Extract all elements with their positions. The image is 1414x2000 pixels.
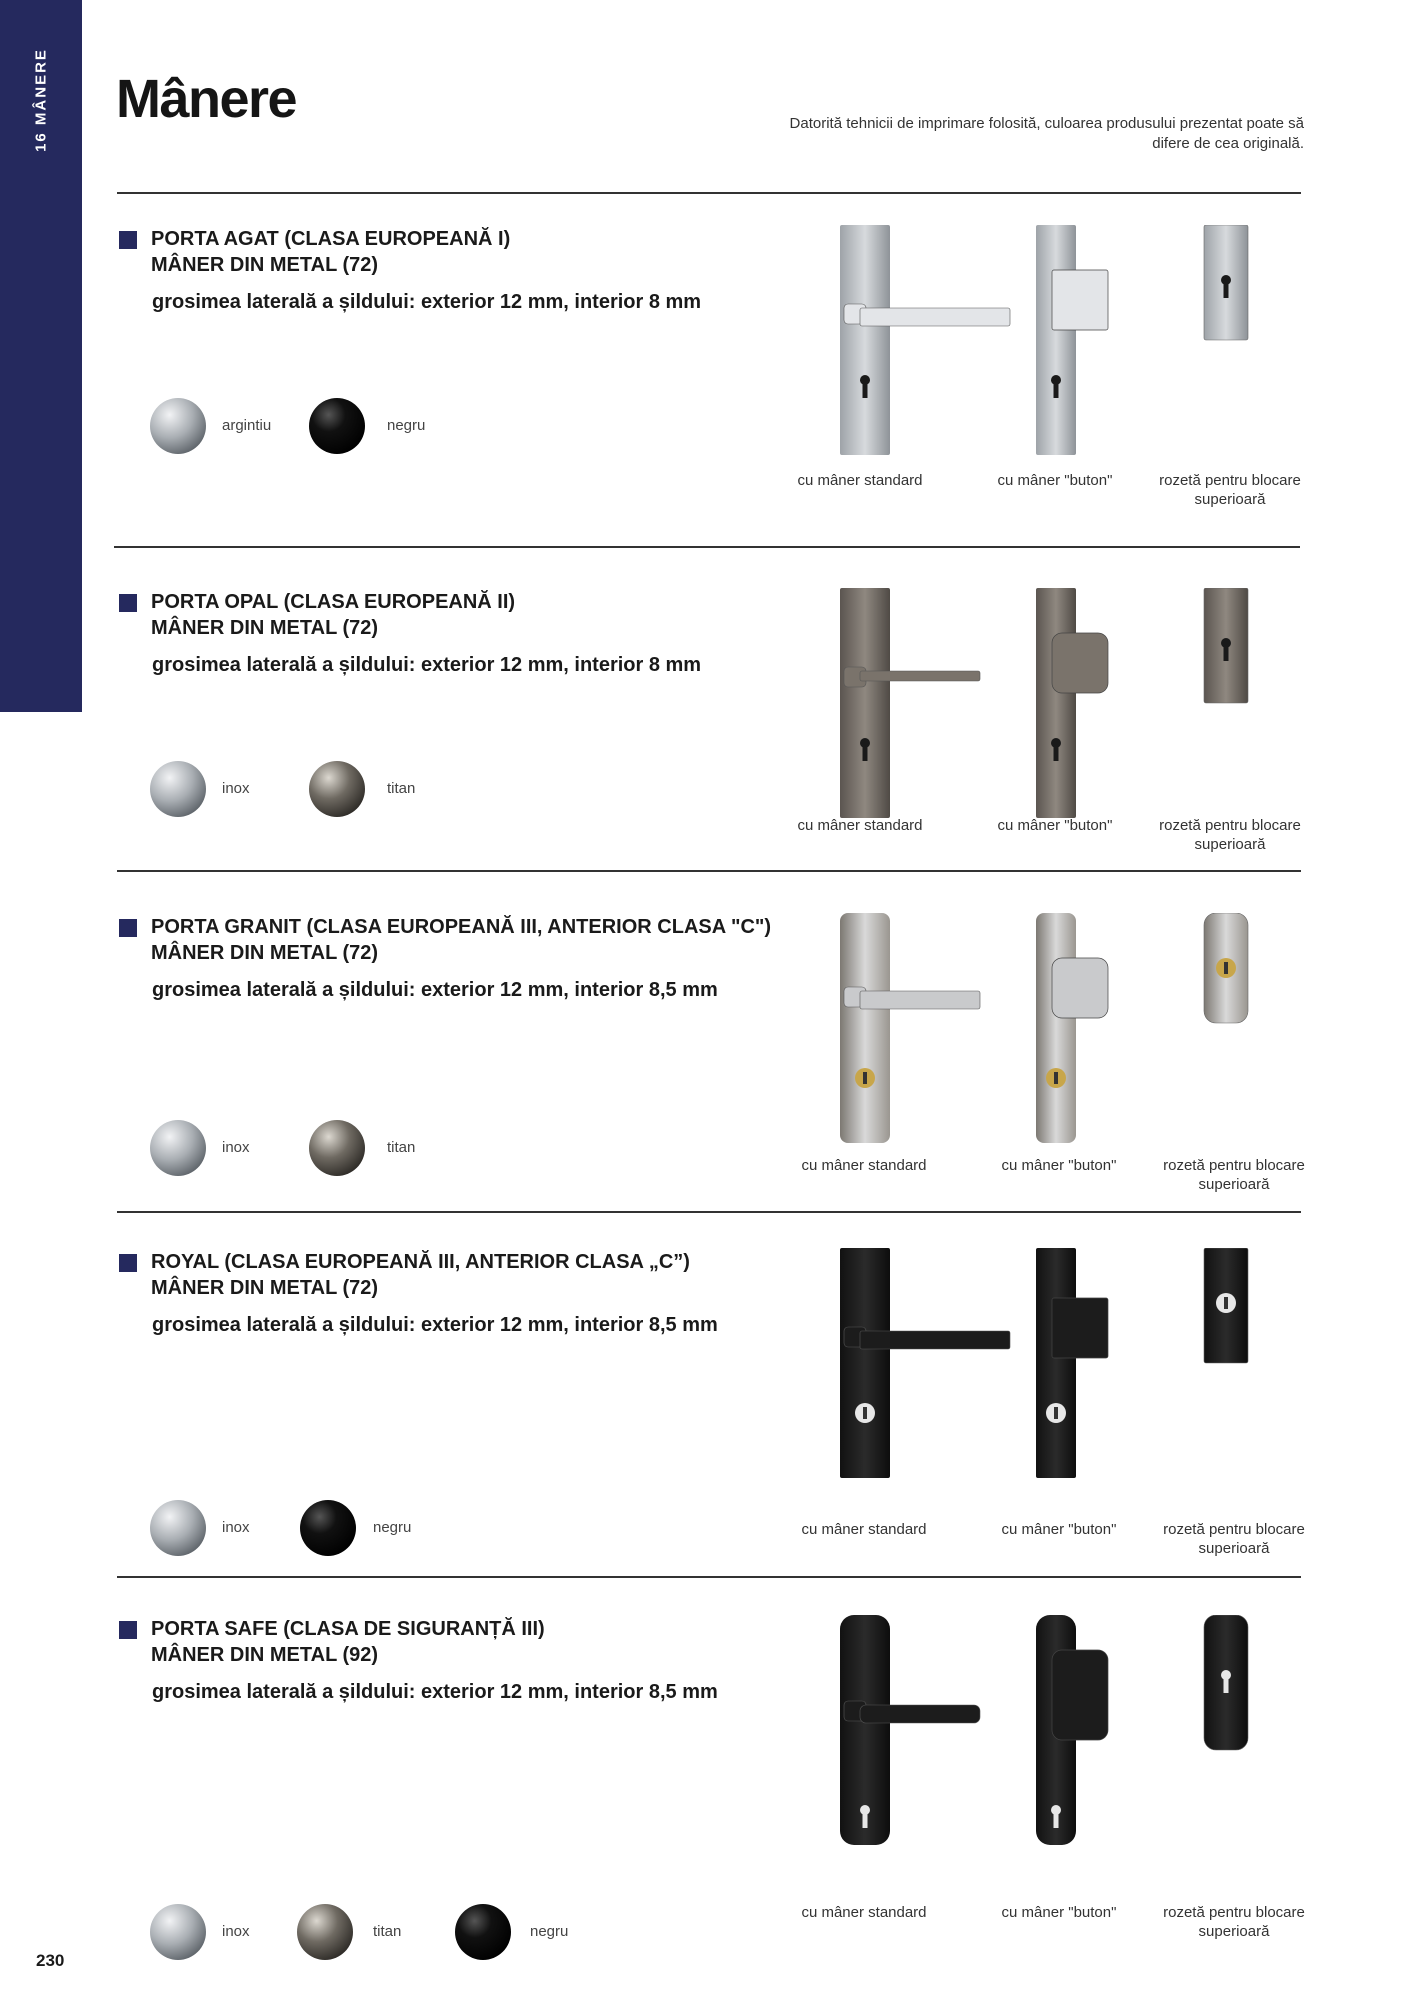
finish-label: negru [373,1519,412,1536]
shield-thickness: grosimea laterală a șildului: exterior 12 mm, interior 8 mm [152,654,702,676]
handle-image-buton [1030,225,1130,465]
caption-standard: cu mâner standard [797,817,923,834]
section-bullet [119,594,137,612]
section-divider [117,192,1301,194]
caption-rozeta: rozetă pentru blocare superioară [1163,1521,1305,1557]
caption-buton: cu mâner "buton" [1001,1521,1117,1538]
section-bullet [119,231,137,249]
section-divider [117,1576,1301,1578]
section-divider [114,546,1300,548]
finish-label: inox [222,1923,250,1940]
handle-image-buton [1030,913,1130,1153]
finish-label: titan [387,1139,416,1156]
caption-buton: cu mâner "buton" [1001,1157,1117,1174]
page-title: Mânere [116,69,297,129]
product-name: PORTA SAFE (CLASA DE SIGURANȚĂ III) [151,1618,545,1640]
caption-rozeta: rozetă pentru blocare superioară [1163,1904,1305,1940]
handle-image-standard [830,225,1030,465]
caption-standard: cu mâner standard [801,1904,927,1921]
caption-standard: cu mâner standard [797,472,923,489]
handle-image-rozeta [1200,588,1256,733]
finish-swatch-inox [150,761,206,817]
product-material: MÂNER DIN METAL (72) [151,942,379,964]
caption-standard: cu mâner standard [801,1157,927,1174]
shield-thickness: grosimea laterală a șildului: exterior 12 mm, interior 8 mm [152,291,702,313]
finish-swatch-negru [455,1904,511,1960]
product-name: PORTA OPAL (CLASA EUROPEANĂ II) [151,591,516,613]
product-title [151,914,771,966]
finish-swatch-negru [300,1500,356,1556]
finish-swatch-titan [297,1904,353,1960]
section-divider [117,1211,1301,1213]
handle-image-buton [1030,1615,1130,1855]
finish-swatch-titan [309,1120,365,1176]
finish-label: titan [387,780,416,797]
product-title [151,1616,545,1668]
finish-label: argintiu [222,417,272,434]
disclaimer: Datorită tehnicii de imprimare folosită, culoarea produsului prezentat poate să difere de cea originală. [789,115,1304,152]
product-material: MÂNER DIN METAL (72) [151,617,379,639]
handle-image-standard [830,588,1030,828]
product-title [151,226,510,278]
handle-image-standard [830,1248,1030,1488]
shield-thickness: grosimea laterală a șildului: exterior 12 mm, interior 8,5 mm [152,1314,718,1336]
product-material: MÂNER DIN METAL (72) [151,1277,379,1299]
handle-image-buton [1030,588,1130,828]
caption-rozeta: rozetă pentru blocare superioară [1163,1157,1305,1193]
caption-rozeta: rozetă pentru blocare superioară [1159,472,1301,508]
caption-standard: cu mâner standard [801,1521,927,1538]
side-tab-label: 16 MÂNERE [32,48,50,152]
caption-buton: cu mâner "buton" [1001,1904,1117,1921]
product-name: ROYAL (CLASA EUROPEANĂ III, ANTERIOR CLASA „C”) [151,1251,690,1273]
finish-swatch-inox [150,1120,206,1176]
handle-image-rozeta [1200,225,1256,370]
section-bullet [119,919,137,937]
finish-label: inox [222,1519,250,1536]
shield-thickness: grosimea laterală a șildului: exterior 12 mm, interior 8,5 mm [152,1681,718,1703]
handle-image-standard [830,1615,1030,1855]
product-name: PORTA AGAT (CLASA EUROPEANĂ I) [151,228,511,250]
finish-swatch-titan [309,761,365,817]
finish-swatch-inox [150,1904,206,1960]
finish-label: titan [373,1923,402,1940]
finish-label: inox [222,780,250,797]
finish-label: negru [530,1923,569,1940]
handle-image-standard [830,913,1030,1153]
handle-image-rozeta [1200,1615,1256,1760]
page-number: 230 [36,1951,65,1970]
product-name: PORTA GRANIT (CLASA EUROPEANĂ III, ANTERIOR CLASA "C") [151,916,772,938]
handle-image-rozeta [1200,913,1256,1058]
product-material: MÂNER DIN METAL (92) [151,1644,379,1666]
section-bullet [119,1254,137,1272]
finish-swatch-negru [309,398,365,454]
handle-image-rozeta [1200,1248,1256,1393]
handle-image-buton [1030,1248,1130,1488]
caption-rozeta: rozetă pentru blocare superioară [1159,817,1301,853]
product-title [151,1249,690,1301]
caption-buton: cu mâner "buton" [997,817,1113,834]
shield-thickness: grosimea laterală a șildului: exterior 12 mm, interior 8,5 mm [152,979,718,1001]
caption-buton: cu mâner "buton" [997,472,1113,489]
side-tab [0,0,82,712]
product-title [151,589,515,641]
finish-swatch-argintiu [150,398,206,454]
finish-swatch-inox [150,1500,206,1556]
finish-label: inox [222,1139,250,1156]
finish-label: negru [387,417,426,434]
section-divider [117,870,1301,872]
product-material: MÂNER DIN METAL (72) [151,254,379,276]
section-bullet [119,1621,137,1639]
